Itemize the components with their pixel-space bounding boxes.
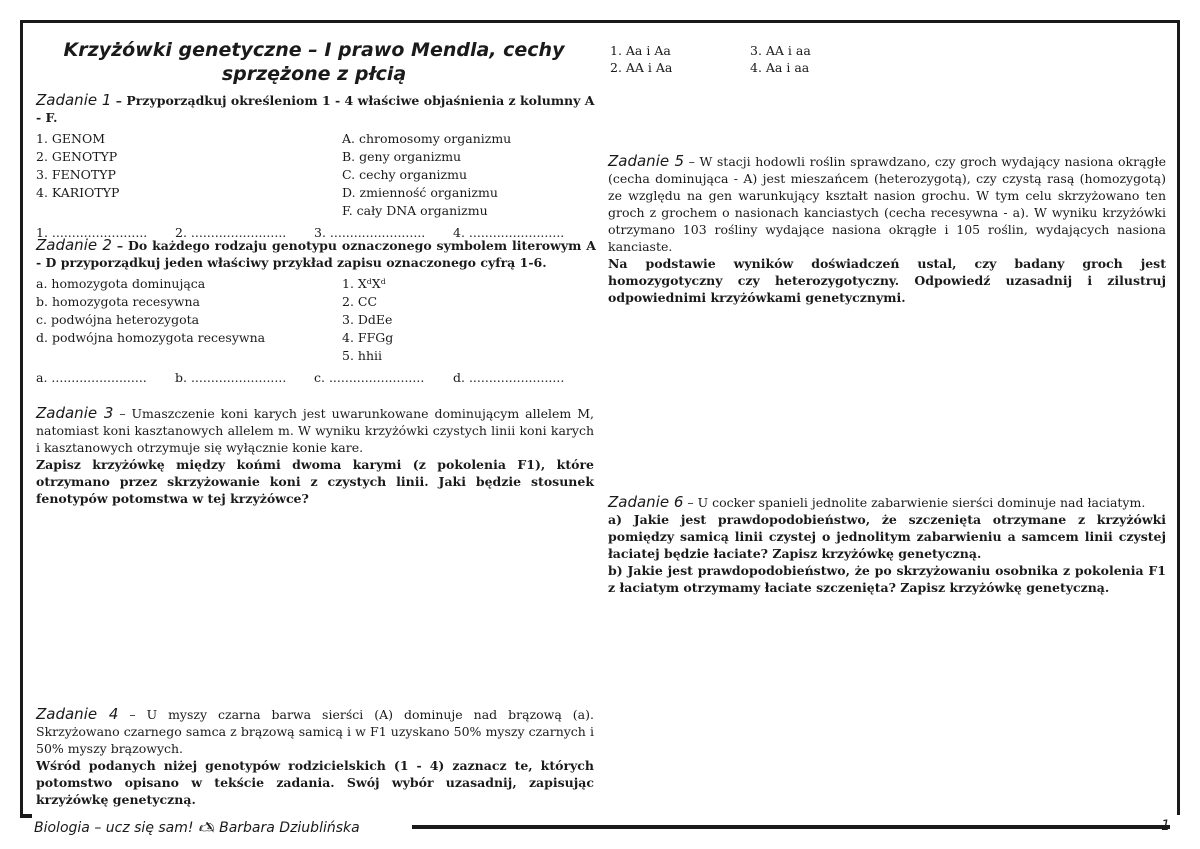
task-4 — [36, 706, 594, 808]
task-2-genotype-type: d. podwójna homozygota recesywna — [36, 330, 266, 345]
task-1-answer-blank[interactable]: 4. ........................ — [453, 225, 565, 240]
task-4-option[interactable]: 3. AA i aa — [750, 43, 811, 58]
task-6-text: – U cocker spanieli jednolite zabarwienie sierści dominuje nad łaciatym. — [683, 495, 1146, 510]
task-5-question: Na podstawie wyników doświadczeń ustal, czy badany groch jest homozygotyczny czy heterozygotyczny. Odpowiedź uzasadnij i zilustruj odpowiednimi krzyżówkami genetycznymi. — [608, 256, 1166, 305]
task-1-answer-blank[interactable]: 1. ........................ — [36, 225, 148, 240]
task-2-answer-blank[interactable]: a. ........................ — [36, 370, 147, 385]
task-1-definition: F. cały DNA organizmu — [342, 203, 488, 218]
task-2-answer-blank[interactable]: c. ........................ — [314, 370, 425, 385]
task-5 — [608, 153, 1166, 306]
task-2-example: 4. FFGg — [342, 330, 394, 345]
task-3-text: – Umaszczenie koni karych jest uwarunkowane dominującym allelem M, natomiast koni kasztanowych allelem m. W wyniku krzyżówki czystych linii koni karych i kasztanowych otrzymuje się wyłącznie konie kare. — [36, 406, 594, 455]
task-6-question-a: a) Jakie jest prawdopodobieństwo, że szczenięta otrzymane z krzyżówki pomiędzy samicą linii czystej o jednolitym zabarwieniu a samcem linii czystej łaciatej będzie łaciate? Zapisz krzyżówkę genetyczną. — [608, 512, 1166, 561]
task-6 — [608, 494, 1166, 596]
task-1-answer-blank[interactable]: 2. ........................ — [175, 225, 287, 240]
task-2-genotype-type: b. homozygota recesywna — [36, 294, 200, 309]
frame-bottom-border-right — [412, 825, 1170, 829]
task-1-definition: A. chromosomy organizmu — [342, 131, 512, 146]
task-2-answer-blank[interactable]: d. ........................ — [453, 370, 565, 385]
task-4-question: Wśród podanych niżej genotypów rodzicielskich (1 - 4) zaznacz te, których potomstwo opisano w tekście zadania. Swój wybór uzasadnij, zapisując krzyżówkę genetyczną. — [36, 758, 594, 807]
frame-bottom-border-left — [20, 814, 32, 818]
frame-right-border — [1177, 20, 1180, 815]
task-4-text: – U myszy czarna barwa sierści (A) dominuje nad brązową (a). Skrzyżowano czarnego samca z brązową samicą i w F1 uzyskano 50% myszy czarnych i 50% myszy brązowych. — [36, 707, 594, 756]
task-4-genotype-options — [610, 42, 890, 76]
task-4-option[interactable]: 2. AA i Aa — [610, 60, 673, 75]
task-1-definition: B. geny organizmu — [342, 149, 462, 164]
task-4-option[interactable]: 4. Aa i aa — [750, 60, 810, 75]
task-1-heading: Zadanie 1 — [36, 91, 112, 109]
task-1-answer-blank[interactable]: 3. ........................ — [314, 225, 426, 240]
footer-author: Biologia – ucz się sam! 🖎 Barbara Dziublińska — [34, 820, 360, 836]
task-2-example: 5. hhii — [342, 348, 382, 363]
task-1 — [36, 92, 596, 241]
task-2-example: 1. XᵈXᵈ — [342, 276, 386, 291]
task-3 — [36, 405, 594, 507]
task-1-term: 3. FENOTYP — [36, 167, 116, 182]
task-5-heading: Zadanie 5 — [608, 152, 685, 170]
task-5-text: – W stacji hodowli roślin sprawdzano, czy groch wydający nasiona okrągłe (cecha dominująca - A) jest mieszańcem (heterozygotą), czy czystą rasą (homozygotą) ze względu na gen warunkujący kształt nasion grochu. W tym celu skrzyżowano ten groch z grochem o nasionach kanciastych (cecha recesywna - a). W wyniku krzyżówki otrzymano 103 rośliny wydające nasiona okrągłe i 105 roślin, wydających nasiona kanciaste. — [608, 154, 1166, 254]
task-2-heading: Zadanie 2 — [36, 236, 112, 254]
task-3-question: Zapisz krzyżówkę między końmi dwoma karymi (z pokolenia F1), które otrzymano przez skrzyżowanie koni z czystych linii. Jaki będzie stosunek fenotypów potomstwa w tej krzyżówce? — [36, 457, 594, 506]
task-1-definition: C. cechy organizmu — [342, 167, 468, 182]
task-1-term: 2. GENOTYP — [36, 149, 118, 164]
task-4-heading: Zadanie 4 — [36, 705, 119, 723]
task-2-genotype-type: a. homozygota dominująca — [36, 276, 206, 291]
task-6-heading: Zadanie 6 — [608, 493, 684, 511]
task-1-instruction: – Przyporządkuj określeniom 1 - 4 właściwe objaśnienia z kolumny A - F. — [36, 93, 595, 125]
task-4-option[interactable]: 1. Aa i Aa — [610, 43, 671, 58]
task-1-term: 4. KARIOTYP — [36, 185, 120, 200]
task-1-term: 1. GENOM — [36, 131, 105, 146]
task-3-heading: Zadanie 3 — [36, 404, 114, 422]
task-2-example: 3. DdEe — [342, 312, 393, 327]
frame-left-border — [20, 20, 23, 815]
worksheet-title: Krzyżówki genetyczne – I prawo Mendla, cechy sprzężone z płcią — [63, 39, 565, 85]
task-2 — [36, 237, 596, 386]
frame-top-border — [22, 20, 1180, 23]
task-1-definition: D. zmienność organizmu — [342, 185, 498, 200]
task-2-answer-blank[interactable]: b. ........................ — [175, 370, 287, 385]
task-6-question-b: b) Jakie jest prawdopodobieństwo, że po skrzyżowaniu osobnika z pokolenia F1 z łaciatym otrzymamy łaciate szczenięta? Zapisz krzyżówkę genetyczną. — [608, 563, 1166, 595]
page-number: 1 — [1161, 818, 1170, 834]
task-2-example: 2. CC — [342, 294, 378, 309]
task-2-instruction: – Do każdego rodzaju genotypu oznaczonego symbolem literowym A - D przyporządkuj jeden właściwy przykład zapisu oznaczonego cyfrą 1-6. — [36, 238, 596, 270]
task-2-genotype-type: c. podwójna heterozygota — [36, 312, 200, 327]
